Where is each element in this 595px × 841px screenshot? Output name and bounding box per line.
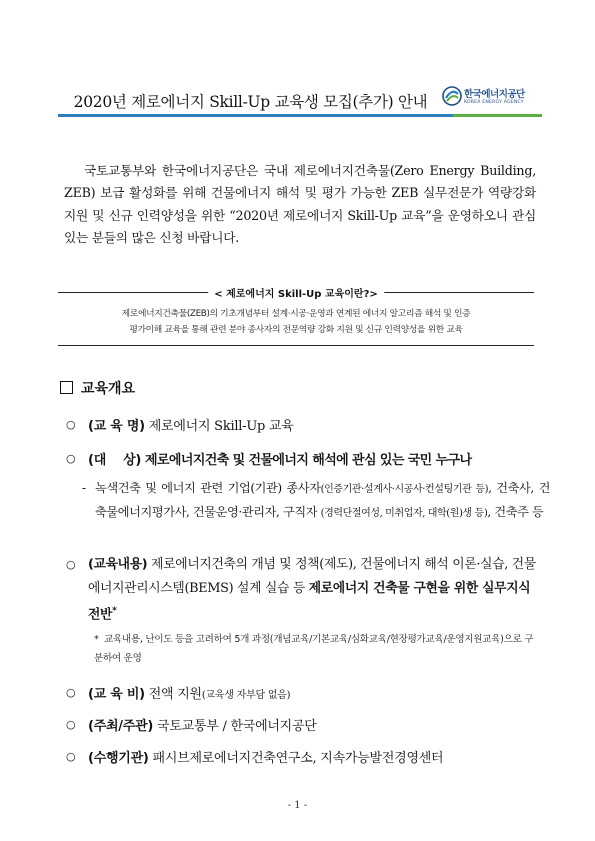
target-detail-small: (인증기관·설계사·시공사·컨설팅기관 등) [320, 484, 489, 495]
item-value: 국토교통부 / 한국에너지공단 [157, 719, 317, 734]
box-heading: < 제로에너지 Skill-Up 교육이란?> [208, 285, 384, 300]
target-detail-part: 녹색건축 및 에너지 관련 기업(기관) 종사자 [95, 481, 321, 495]
circle-bullet-icon: ○ [66, 558, 76, 571]
item-value: 전액 지원 [148, 687, 202, 702]
item-label: (교 육 비) [88, 687, 145, 702]
footnote-marker: * [112, 606, 117, 616]
section-heading [60, 378, 135, 398]
intro-paragraph: 국토교통부와 한국에너지공단은 국내 제로에너지건축물(Zero Energy Building, ZEB) 보급 활성화를 위해 건물에너지 해석 및 평가 가능한 ZEB 실무전문가 역량강화 지원 및 신규 인력양성을 위한 “2020년 제로에너지 Skill-Up 교육”을 운영하오니 관심 있는 분들의 많은 신청 바랍니다. [64, 162, 536, 246]
item-value-bold: 제로에너지 건축물 구현을 위한 실무지식 전반 [88, 580, 531, 623]
item-label: (주최/주관) [88, 719, 154, 734]
target-detail-part: , 건축사, 건축물에너지평가사, 건물운영·관리자, 구직자 [95, 481, 550, 519]
item-value-small: (교육생 자부담 없음) [201, 690, 291, 701]
box-line-2: 평가이해 교육을 통해 관련 분야 종사자의 전문역량 강화 지원 및 신규 인력양성을 위한 교육 [129, 325, 463, 335]
page-number: - 1 - [287, 800, 308, 811]
definition-box [58, 284, 534, 346]
item-value: 패시브제로에너지건축연구소, 지속가능발전경영센터 [152, 751, 444, 766]
circle-bullet-icon: ○ [66, 718, 76, 731]
item-value: 제로에너지 Skill-Up 교육 [148, 419, 294, 434]
circle-bullet-icon: ○ [66, 750, 76, 763]
target-detail-part: , 건축주 등 [487, 505, 544, 519]
header-rule-green [453, 114, 542, 117]
dash-bullet: - [82, 481, 86, 495]
item-label: (교육내용) [88, 557, 148, 572]
item-label: (수행기관) [88, 751, 149, 766]
box-body [58, 306, 534, 338]
kea-logo [442, 84, 550, 112]
square-bullet-icon [60, 381, 73, 394]
document-title: 2020년 제로에너지 Skill-Up 교육생 모집(추가) 안내 [73, 93, 428, 111]
circle-bullet-icon: ○ [66, 686, 76, 699]
document-header [58, 78, 542, 118]
box-bottom-rule [58, 345, 534, 346]
section-title: 교육개요 [81, 381, 136, 397]
logo-english-text: KOREA ENERGY AGENCY [464, 100, 524, 105]
item-value: 제로에너지건축의 개념 및 정책(제도), 건물에너지 해석 이론·실습, 건물에너지관리시스템(BEMS) 설계 실습 등 [88, 557, 536, 596]
box-line-1: 제로에너지건축물(ZEB)의 기초개념부터 설계·시공·운영과 연계된 에너지 알고리즘 해석 및 인증 [121, 309, 471, 319]
circle-bullet-icon: ○ [66, 418, 76, 431]
logo-korean-text: 한국에너지공단 [464, 89, 525, 100]
content-footnote [94, 630, 540, 668]
item-label: (교 육 명) [88, 419, 145, 434]
item-value: 제로에너지건축 및 건물에너지 해석에 관심 있는 국민 누구나 [145, 453, 472, 468]
footnote-star: * [94, 634, 99, 645]
circle-bullet-icon: ○ [66, 452, 76, 465]
target-detail-small: (경력단절여성, 미취업자, 대학(원)생 등) [320, 508, 488, 519]
target-details-text [95, 477, 550, 525]
header-rule-blue [58, 114, 453, 117]
footnote-text: 교육내용, 난이도 등을 고려하여 5개 과정(개념교육/기본교육/심화교육/현장평가교육/운영지원교육)으로 구분하여 운영 [94, 634, 534, 664]
kea-logo-icon [442, 84, 462, 108]
item-label: (대 상) [88, 453, 142, 468]
item-content [88, 553, 540, 627]
